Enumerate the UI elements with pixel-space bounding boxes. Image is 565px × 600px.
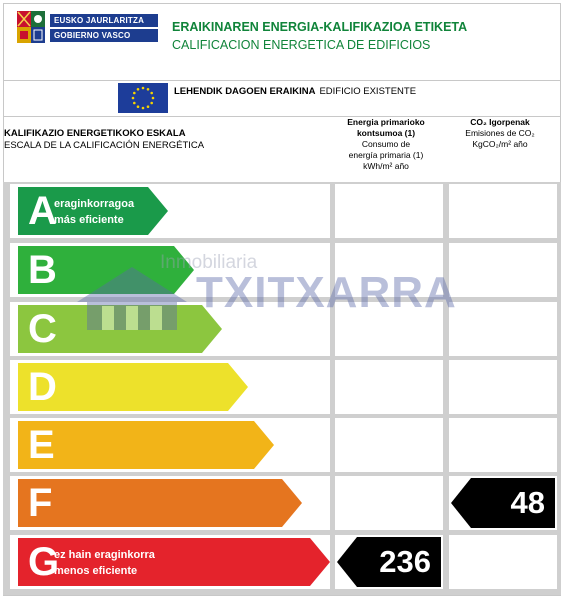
- primary-cell-f: [335, 476, 443, 530]
- scale-letter-a: A: [28, 189, 57, 233]
- scale-letter-b: B: [28, 248, 57, 292]
- primary-rating-tag: [337, 537, 441, 587]
- scale-row-g: [10, 535, 330, 589]
- primary-header-es-2: energía primaria (1): [348, 150, 424, 160]
- primary-cell-d: [335, 360, 443, 414]
- co2-cell-f: [449, 476, 557, 530]
- scale-row-c: [10, 302, 330, 356]
- scale-text-a-es: más eficiente: [54, 214, 124, 226]
- scale-row-f: [10, 476, 330, 530]
- watermark-line2: TXITXARRA: [196, 268, 457, 317]
- scale-row-a: [10, 184, 330, 238]
- scale-arrow-a: [18, 187, 168, 235]
- scale-arrow-d: [18, 363, 248, 411]
- primary-header-eu-2: kontsumoa (1): [356, 128, 416, 138]
- building-type: [174, 86, 416, 97]
- primary-cell-g: [335, 535, 443, 589]
- co2-rating-value: 48: [510, 485, 545, 520]
- scale-letter-f: F: [28, 481, 53, 525]
- scale-arrow-shape-e: [18, 421, 274, 469]
- scale-letter-c: C: [28, 307, 57, 351]
- co2-column-header: [446, 117, 554, 150]
- logo-name-eu: EUSKO JAURLARITZA: [50, 14, 158, 27]
- co2-header-eu: CO₂ Igorpenak: [470, 117, 530, 127]
- logo-name-es: GOBIERNO VASCO: [50, 29, 158, 42]
- scale-arrow-shape-g: [18, 538, 330, 586]
- primary-rating-value: 236: [379, 544, 431, 579]
- building-type-eu: LEHENDIK DAGOEN ERAIKINA: [174, 86, 316, 97]
- primary-cell-e: [335, 418, 443, 472]
- scale-column-header: [4, 128, 324, 152]
- gobierno-vasco-logo: [16, 10, 158, 44]
- primary-header-eu-1: Energia primarioko: [347, 117, 425, 127]
- building-type-row: [4, 80, 560, 117]
- scale-row-e: [10, 418, 330, 472]
- primary-energy-column-header: [332, 117, 440, 172]
- co2-cell-c: [449, 302, 557, 356]
- scale-row-b: [10, 243, 330, 297]
- scale-letter-e: E: [28, 423, 55, 467]
- co2-cell-e: [449, 418, 557, 472]
- scale-letter-g: G: [28, 540, 60, 584]
- co2-cell-b: [449, 243, 557, 297]
- label-title-eu: ERAIKINAREN ENERGIA-KALIFIKAZIOA ETIKETA: [172, 20, 468, 34]
- watermark-line1: Inmobiliaria: [160, 252, 258, 273]
- scale-arrow-c: [18, 305, 222, 353]
- scale-header-eu: KALIFIKAZIO ENERGETIKOKO ESKALA: [4, 128, 186, 139]
- label-title-es: CALIFICACION ENERGETICA DE EDIFICIOS: [172, 38, 431, 52]
- primary-header-unit: kWh/m² año: [363, 161, 409, 171]
- scale-text-g-es: menos eficiente: [54, 565, 138, 577]
- co2-cell-a: [449, 184, 557, 238]
- scale-arrow-g: [18, 538, 330, 586]
- coat-of-arms-icon: [16, 10, 46, 44]
- co2-rating-tag: [451, 478, 555, 528]
- primary-header-es-1: Consumo de: [361, 139, 411, 149]
- primary-cell-c: [335, 302, 443, 356]
- primary-cell-b: [335, 243, 443, 297]
- scale-header-es: ESCALA DE LA CALIFICACIÓN ENERGÉTICA: [4, 140, 205, 151]
- co2-cell-g: [449, 535, 557, 589]
- energy-scale-grid: [3, 182, 561, 595]
- label-header: [4, 4, 560, 81]
- scale-arrow-b: [18, 246, 194, 294]
- co2-header-es: Emisiones de CO₂: [465, 128, 535, 138]
- scale-text-a-eu: eraginkorragoa: [54, 198, 135, 210]
- co2-cell-d: [449, 360, 557, 414]
- scale-row-d: [10, 360, 330, 414]
- scale-letter-d: D: [28, 365, 57, 409]
- scale-text-g-eu: ez hain eraginkorra: [54, 549, 155, 561]
- co2-header-unit: KgCO₂/m² año: [472, 139, 528, 149]
- primary-cell-a: [335, 184, 443, 238]
- scale-arrow-e: [18, 421, 274, 469]
- scale-arrow-f: [18, 479, 302, 527]
- eu-flag-icon: [118, 83, 168, 113]
- scale-arrow-shape-f: [18, 479, 302, 527]
- building-type-es: EDIFICIO EXISTENTE: [319, 86, 417, 97]
